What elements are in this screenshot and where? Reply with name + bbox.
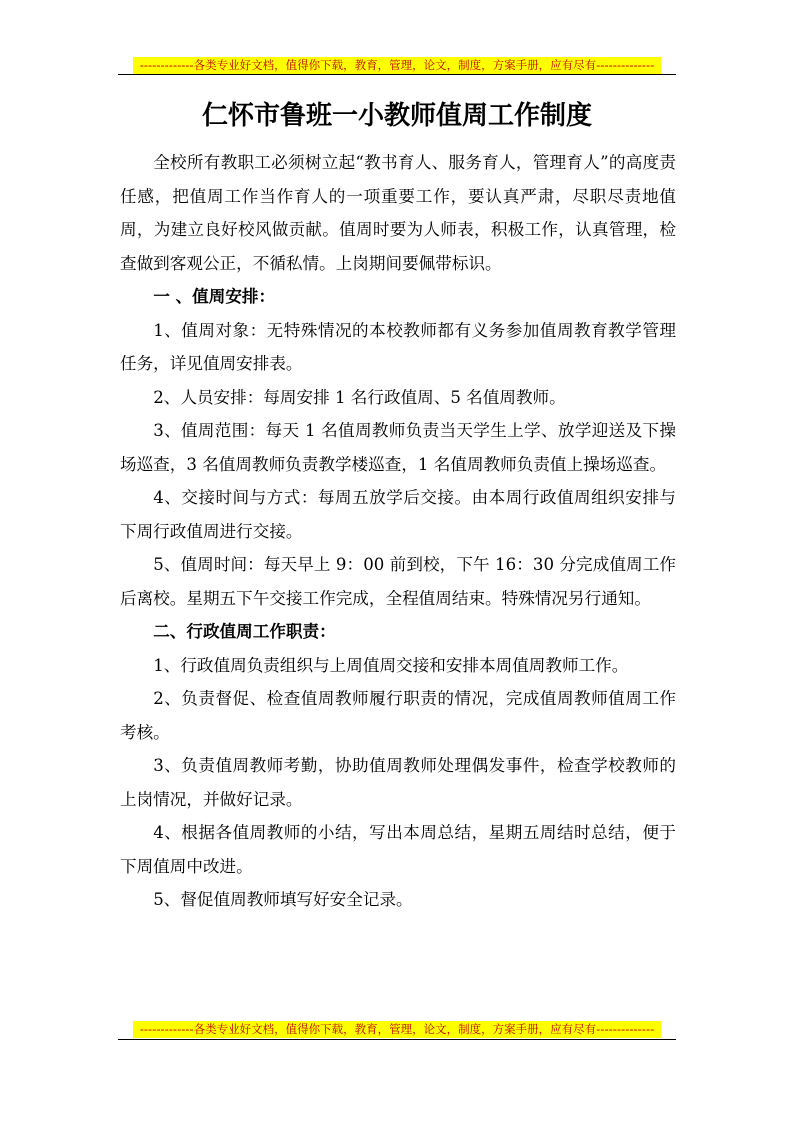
- list-item: 5、值周时间：每天早上 9：00 前到校，下午 16：30 分完成值周工作后离校。星期五下午交接工作完成，全程值周结束。特殊情况另行通知。: [120, 555, 676, 608]
- document-title: 仁怀市鲁班一小教师值周工作制度: [201, 101, 592, 131]
- list-item: 2、负责督促、检查值周教师履行职责的情况，完成值周教师值周工作考核。: [120, 689, 676, 742]
- footer-banner: -------------各类专业好文档，值得你下载，教育，管理，论文，制度，方案手册，应有尽有--------------: [133, 1021, 661, 1038]
- header-rule: [118, 74, 676, 75]
- section-heading-admin-duties: 二、行政值周工作职责：: [153, 622, 336, 641]
- footer-rule: [118, 1039, 676, 1040]
- list-item: 4、根据各值周教师的小结，写出本周总结，星期五周结时总结，便于下周值周中改进。: [120, 823, 676, 876]
- list-item: 4、交接时间与方式：每周五放学后交接。由本周行政值周组织安排与下周行政值周进行交接。: [120, 488, 676, 541]
- list-item: 5、督促值周教师填写好安全记录。: [153, 890, 413, 909]
- section-heading-schedule: 一 、值周安排：: [153, 287, 276, 306]
- document-body: [120, 146, 676, 917]
- list-item: 3、负责值周教师考勤，协助值周教师处理偶发事件，检查学校教师的上岗情况，并做好记录。: [120, 756, 676, 809]
- list-item: 3、值周范围：每天 1 名值周教师负责当天学生上学、放学迎送及下操场巡查，3 名值周教师负责教学楼巡查，1 名值周教师负责值上操场巡查。: [120, 421, 676, 474]
- intro-paragraph: 全校所有教职工必须树立起“教书育人、服务育人，管理育人”的高度责任感，把值周工作当作育人的一项重要工作，要认真严肃，尽职尽责地值周，为建立良好校风做贡献。值周时要为人师表，积极工作，认真管理，检查做到客观公正，不循私情。上岗期间要佩带标识。: [120, 153, 676, 273]
- header-banner: -------------各类专业好文档，值得你下载，教育，管理，论文，制度，方案手册，应有尽有--------------: [133, 57, 661, 74]
- list-item: 2、人员安排：每周安排 1 名行政值周、5 名值周教师。: [153, 387, 566, 407]
- list-item: 1、行政值周负责组织与上周值周交接和安排本周值周教师工作。: [153, 655, 629, 675]
- list-item: 1、值周对象：无特殊情况的本校教师都有义务参加值周教育教学管理任务，详见值周安排表。: [120, 320, 676, 373]
